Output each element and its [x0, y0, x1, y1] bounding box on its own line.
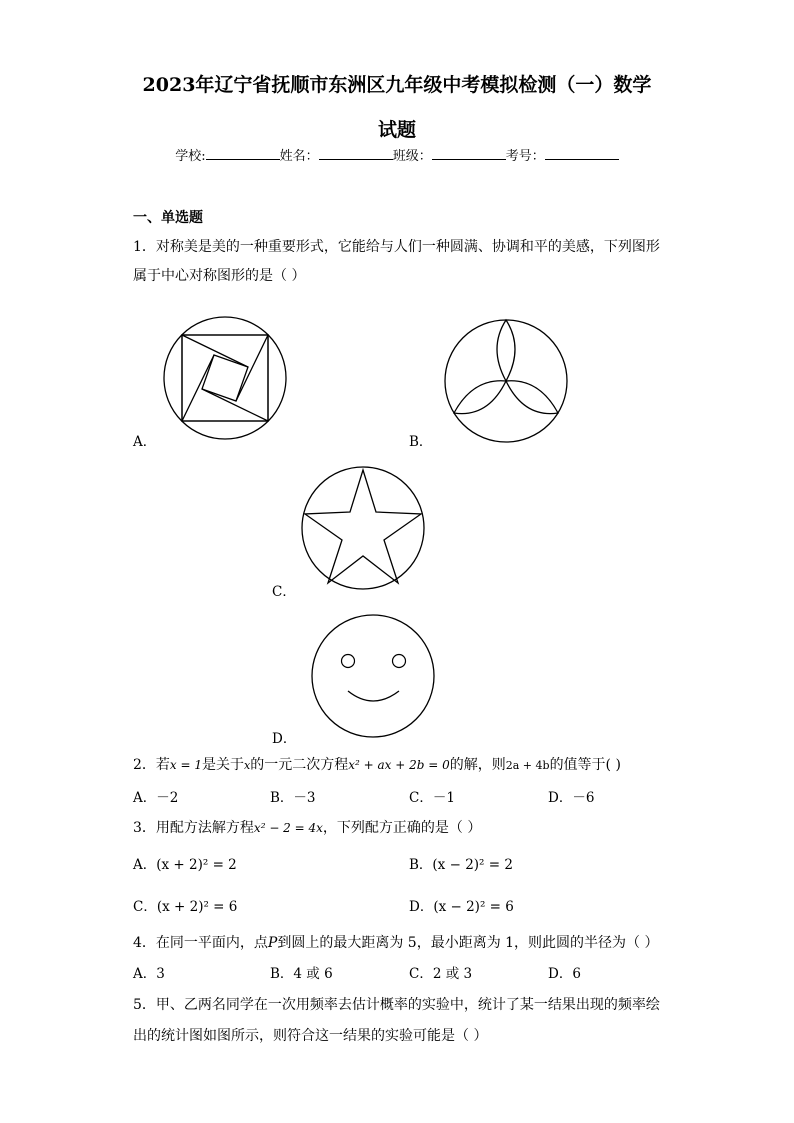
q1-figure-d-smiley-face	[310, 613, 436, 739]
q1-stem-line2: 属于中心对称图形的是（ ）	[133, 268, 306, 284]
q3-option-c[interactable]: C．(x + 2)² = 6	[133, 899, 238, 915]
q4-text-before: 4．在同一平面内，点	[133, 935, 268, 951]
page-title-line2: 试题	[377, 119, 416, 141]
name-label: 姓名：	[279, 149, 319, 164]
q4-option-d[interactable]: D．6	[548, 966, 581, 982]
school-label: 学校:	[175, 149, 206, 164]
class-label: 班级：	[392, 149, 432, 164]
q2-equation: x² + ax + 2b = 0	[348, 758, 450, 772]
q3-option-a[interactable]: A．(x + 2)² = 2	[133, 857, 237, 873]
q3-stem	[133, 817, 481, 837]
q2-option-c[interactable]: C．－1	[409, 790, 455, 806]
q1-figure-c-star-in-circle	[300, 465, 426, 591]
class-blank[interactable]	[432, 147, 506, 160]
q5-stem-line1: 5．甲、乙两名同学在一次用频率去估计概率的实验中，统计了某一结果出现的频率绘	[133, 997, 660, 1013]
q1-figure-b-circle-petals	[443, 318, 569, 444]
student-info-line	[0, 145, 794, 164]
q2-prefix: 2．若	[133, 757, 170, 773]
q3-option-d[interactable]: D．(x − 2)² = 6	[409, 899, 514, 915]
section-heading: 一、单选题	[133, 210, 203, 226]
q4-option-a[interactable]: A．3	[133, 966, 165, 982]
q2-mid1: 是关于	[202, 757, 245, 773]
q1-option-c-label[interactable]: C．	[272, 584, 296, 600]
q2-stem	[133, 754, 621, 774]
q2-option-a[interactable]: A．－2	[133, 790, 179, 806]
q2-option-d[interactable]: D．－6	[548, 790, 595, 806]
q1-option-d-label[interactable]: D．	[272, 731, 297, 747]
q2-mid3: 的解，则	[449, 757, 506, 773]
q2-mid2: 的一元二次方程	[250, 757, 349, 773]
page-title-line1: 2023年辽宁省抚顺市东洲区九年级中考模拟检测（一）数学	[142, 74, 652, 96]
q3-suffix: ，下列配方正确的是（ ）	[322, 820, 482, 836]
q2-variable: x	[244, 759, 251, 772]
q1-option-b-label[interactable]: B．	[409, 434, 433, 450]
exam-no-blank[interactable]	[545, 147, 619, 160]
exam-no-label: 考号：	[505, 149, 545, 164]
q3-option-b[interactable]: B．(x − 2)² = 2	[409, 857, 513, 873]
q3-equation: x² − 2 = 4x	[253, 821, 323, 835]
q2-suffix: 的值等于( )	[549, 757, 621, 773]
q1-stem-line1: 1．对称美是美的一种重要形式，它能给与人们一种圆满、协调和平的美感，下列图形	[133, 239, 660, 255]
q3-prefix: 3．用配方法解方程	[133, 820, 254, 836]
q2-option-b[interactable]: B．－3	[270, 790, 316, 806]
q4-point: P	[267, 935, 278, 951]
school-blank[interactable]	[206, 147, 280, 160]
q2-expression: 2a + 4b	[505, 759, 550, 772]
q4-stem	[133, 932, 659, 952]
q5-stem-line2: 出的统计图如图所示，则符合这一结果的实验可能是（ ）	[133, 1028, 488, 1044]
q2-condition: x = 1	[169, 758, 203, 772]
q4-option-b[interactable]: B．4 或 6	[270, 966, 333, 982]
q1-figure-a-pinwheel-square	[162, 315, 288, 441]
name-blank[interactable]	[319, 147, 393, 160]
q4-text-after: 到圆上的最大距离为 5，最小距离为 1，则此圆的半径为（ ）	[277, 935, 659, 951]
q1-option-a-label[interactable]: A．	[133, 434, 157, 450]
q4-option-c[interactable]: C．2 或 3	[409, 966, 473, 982]
